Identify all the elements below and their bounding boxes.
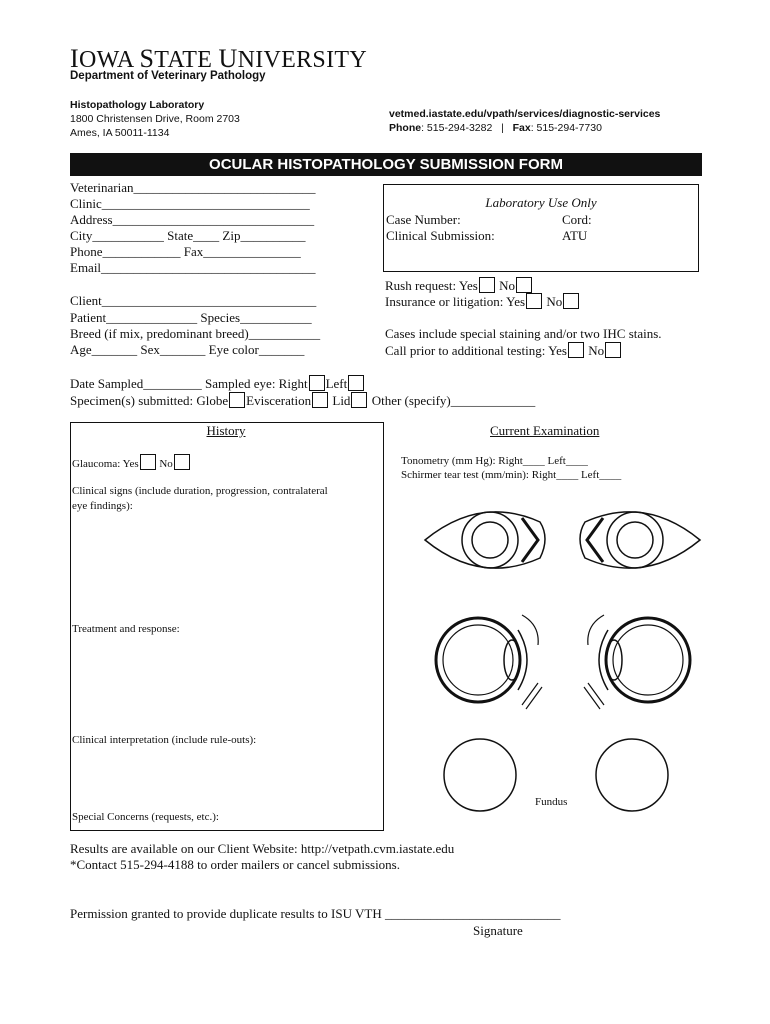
phone-fax: Phone: 515-294-3282 | Fax: 515-294-7730 <box>389 122 602 134</box>
date-sampled-row: Date Sampled_________ Sampled eye: Right Left <box>70 375 365 392</box>
left-eye-checkbox[interactable] <box>348 375 364 391</box>
cord-label: Cord: <box>562 212 592 227</box>
permission-line[interactable]: Permission granted to provide duplicate results to ISU VTH ___________________________ <box>70 906 561 921</box>
clinic-field[interactable]: Clinic________________________________ <box>70 196 310 211</box>
glaucoma-no-checkbox[interactable] <box>174 454 190 470</box>
eye-front-right-diagram <box>565 500 705 580</box>
case-number-label: Case Number: <box>386 212 461 227</box>
atu-label: ATU <box>562 228 588 243</box>
age-sex-eye-field[interactable]: Age_______ Sex_______ Eye color_______ <box>70 342 305 357</box>
department-name: Department of Veterinary Pathology <box>70 70 266 82</box>
interpretation-label: Clinical interpretation (include rule-outs): <box>72 734 257 746</box>
globe-checkbox[interactable] <box>229 392 245 408</box>
insurance-no-checkbox[interactable] <box>563 293 579 309</box>
address-line1: 1800 Christensen Drive, Room 2703 <box>70 113 240 125</box>
history-title: History <box>206 423 246 438</box>
glaucoma-row: Glaucoma: Yes No <box>72 454 191 470</box>
treatment-label: Treatment and response: <box>72 623 180 635</box>
lid-checkbox[interactable] <box>351 392 367 408</box>
veterinarian-field[interactable]: Veterinarian____________________________ <box>70 180 316 195</box>
evisceration-checkbox[interactable] <box>312 392 328 408</box>
city-state-zip-field[interactable]: City___________ State____ Zip__________ <box>70 228 306 243</box>
eye-section-left-diagram <box>418 605 558 715</box>
phone-fax-field[interactable]: Phone____________ Fax_______________ <box>70 244 301 259</box>
schirmer-field[interactable]: Schirmer tear test (mm/min): Right____ Left____ <box>401 469 622 481</box>
form-title: OCULAR HISTOPATHOLOGY SUBMISSION FORM <box>70 153 702 176</box>
fundus-label: Fundus <box>535 796 568 808</box>
rush-no-checkbox[interactable] <box>516 277 532 293</box>
results-note: Results are available on our Client Website: http://vetpath.cvm.iastate.edu <box>70 841 455 856</box>
address-field[interactable]: Address_______________________________ <box>70 212 315 227</box>
insurance-yes-checkbox[interactable] <box>526 293 542 309</box>
eye-front-left-diagram <box>420 500 560 580</box>
right-eye-checkbox[interactable] <box>309 375 325 391</box>
lab-name: Histopathology Laboratory <box>70 99 205 111</box>
fundus-right-diagram <box>592 735 672 815</box>
call-yes-checkbox[interactable] <box>568 342 584 358</box>
rush-request: Rush request: Yes No <box>385 277 533 294</box>
exam-title: Current Examination <box>490 423 600 438</box>
address-line2: Ames, IA 50011-1134 <box>70 127 170 139</box>
university-name: IOWA STATE UNIVERSITY <box>70 44 367 73</box>
lab-use-title: Laboratory Use Only <box>485 195 597 210</box>
insurance-request: Insurance or litigation: Yes No <box>385 293 580 310</box>
ihc-note: Cases include special staining and/or two IHC stains. <box>385 326 662 341</box>
call-no-checkbox[interactable] <box>605 342 621 358</box>
email-field[interactable]: Email_________________________________ <box>70 260 316 275</box>
clinical-signs-label: Clinical signs (include duration, progression, contralateral <box>72 485 328 497</box>
specimens-row: Specimen(s) submitted: Globe Evisceration Lid Other (specify)_____________ <box>70 393 536 408</box>
glaucoma-yes-checkbox[interactable] <box>140 454 156 470</box>
contact-note: *Contact 515-294-4188 to order mailers or cancel submissions. <box>70 857 400 872</box>
signature-label: Signature <box>473 923 523 938</box>
fundus-left-diagram <box>440 735 520 815</box>
special-concerns-label: Special Concerns (requests, etc.): <box>72 811 219 823</box>
breed-field[interactable]: Breed (if mix, predominant breed)___________ <box>70 326 321 341</box>
tonometry-field[interactable]: Tonometry (mm Hg): Right____ Left____ <box>401 455 588 467</box>
call-prior: Call prior to additional testing: Yes No <box>385 342 622 359</box>
clinical-signs-label2: eye findings): <box>72 500 133 512</box>
website: vetmed.iastate.edu/vpath/services/diagnostic-services <box>389 108 661 120</box>
clinical-submission-label: Clinical Submission: <box>386 228 495 243</box>
client-field[interactable]: Client_________________________________ <box>70 293 317 308</box>
eye-section-right-diagram <box>568 605 708 715</box>
patient-species-field[interactable]: Patient______________ Species___________ <box>70 310 312 325</box>
rush-yes-checkbox[interactable] <box>479 277 495 293</box>
